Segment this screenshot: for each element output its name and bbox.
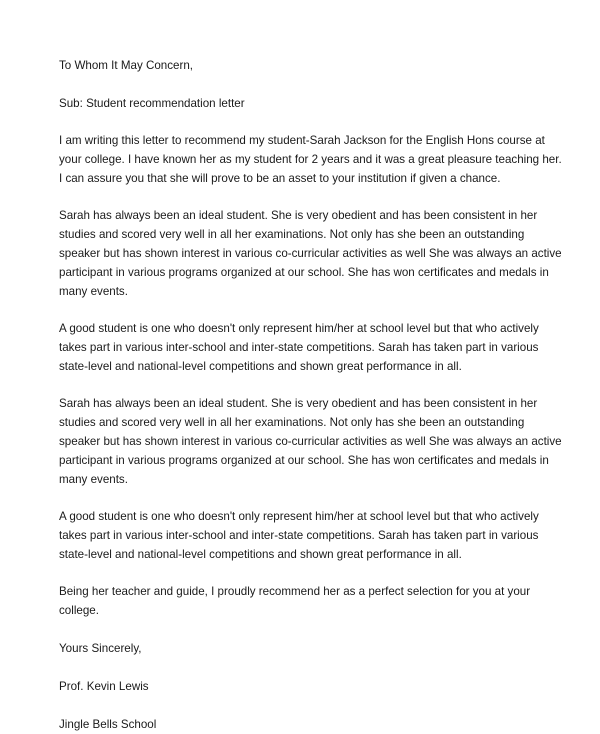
paragraph-competitions-repeat: A good student is one who doesn't only represent him/her at school level but that who actively takes part in various inter-school and inter-state competitions. Sarah has taken part in various state-level and national-level competitions and shown great performance in all. — [59, 510, 539, 561]
subject-line: Sub: Student recommendation letter — [59, 97, 245, 110]
closing-phrase: Yours Sincerely, — [59, 642, 142, 655]
paragraph-introduction: I am writing this letter to recommend my student-Sarah Jackson for the English Hons course at your college. I have known her as my student for 2 years and it was a great pleasure teaching her. I can assure you that she will prove to be an asset to your institution if given a chance. — [59, 134, 562, 185]
paragraph-ideal-student: Sarah has always been an ideal student. She is very obedient and has been consistent in her studies and scored very well in all her examinations. Not only has she been an outstanding speaker but has shown interest in various co-curricular activities as well She was always an active participant in various programs organized at our school. She has won certificates and medals in many events. — [59, 209, 562, 298]
signer-school: Jingle Bells School — [59, 718, 157, 731]
closing-statement: Being her teacher and guide, I proudly recommend her as a perfect selection for you at your college. — [59, 585, 531, 617]
paragraph-competitions: A good student is one who doesn't only represent him/her at school level but that who actively takes part in various inter-school and inter-state competitions. Sarah has taken part in various state-level and national-level competitions and shown great performance in all. — [59, 322, 539, 373]
salutation: To Whom It May Concern, — [59, 59, 194, 72]
paragraph-ideal-student-repeat: Sarah has always been an ideal student. She is very obedient and has been consistent in her studies and scored very well in all her examinations. Not only has she been an outstanding speaker but has shown interest in various co-curricular activities as well She was always an active participant in various programs organized at our school. She has won certificates and medals in many events. — [59, 397, 562, 486]
signer-name: Prof. Kevin Lewis — [59, 680, 149, 693]
